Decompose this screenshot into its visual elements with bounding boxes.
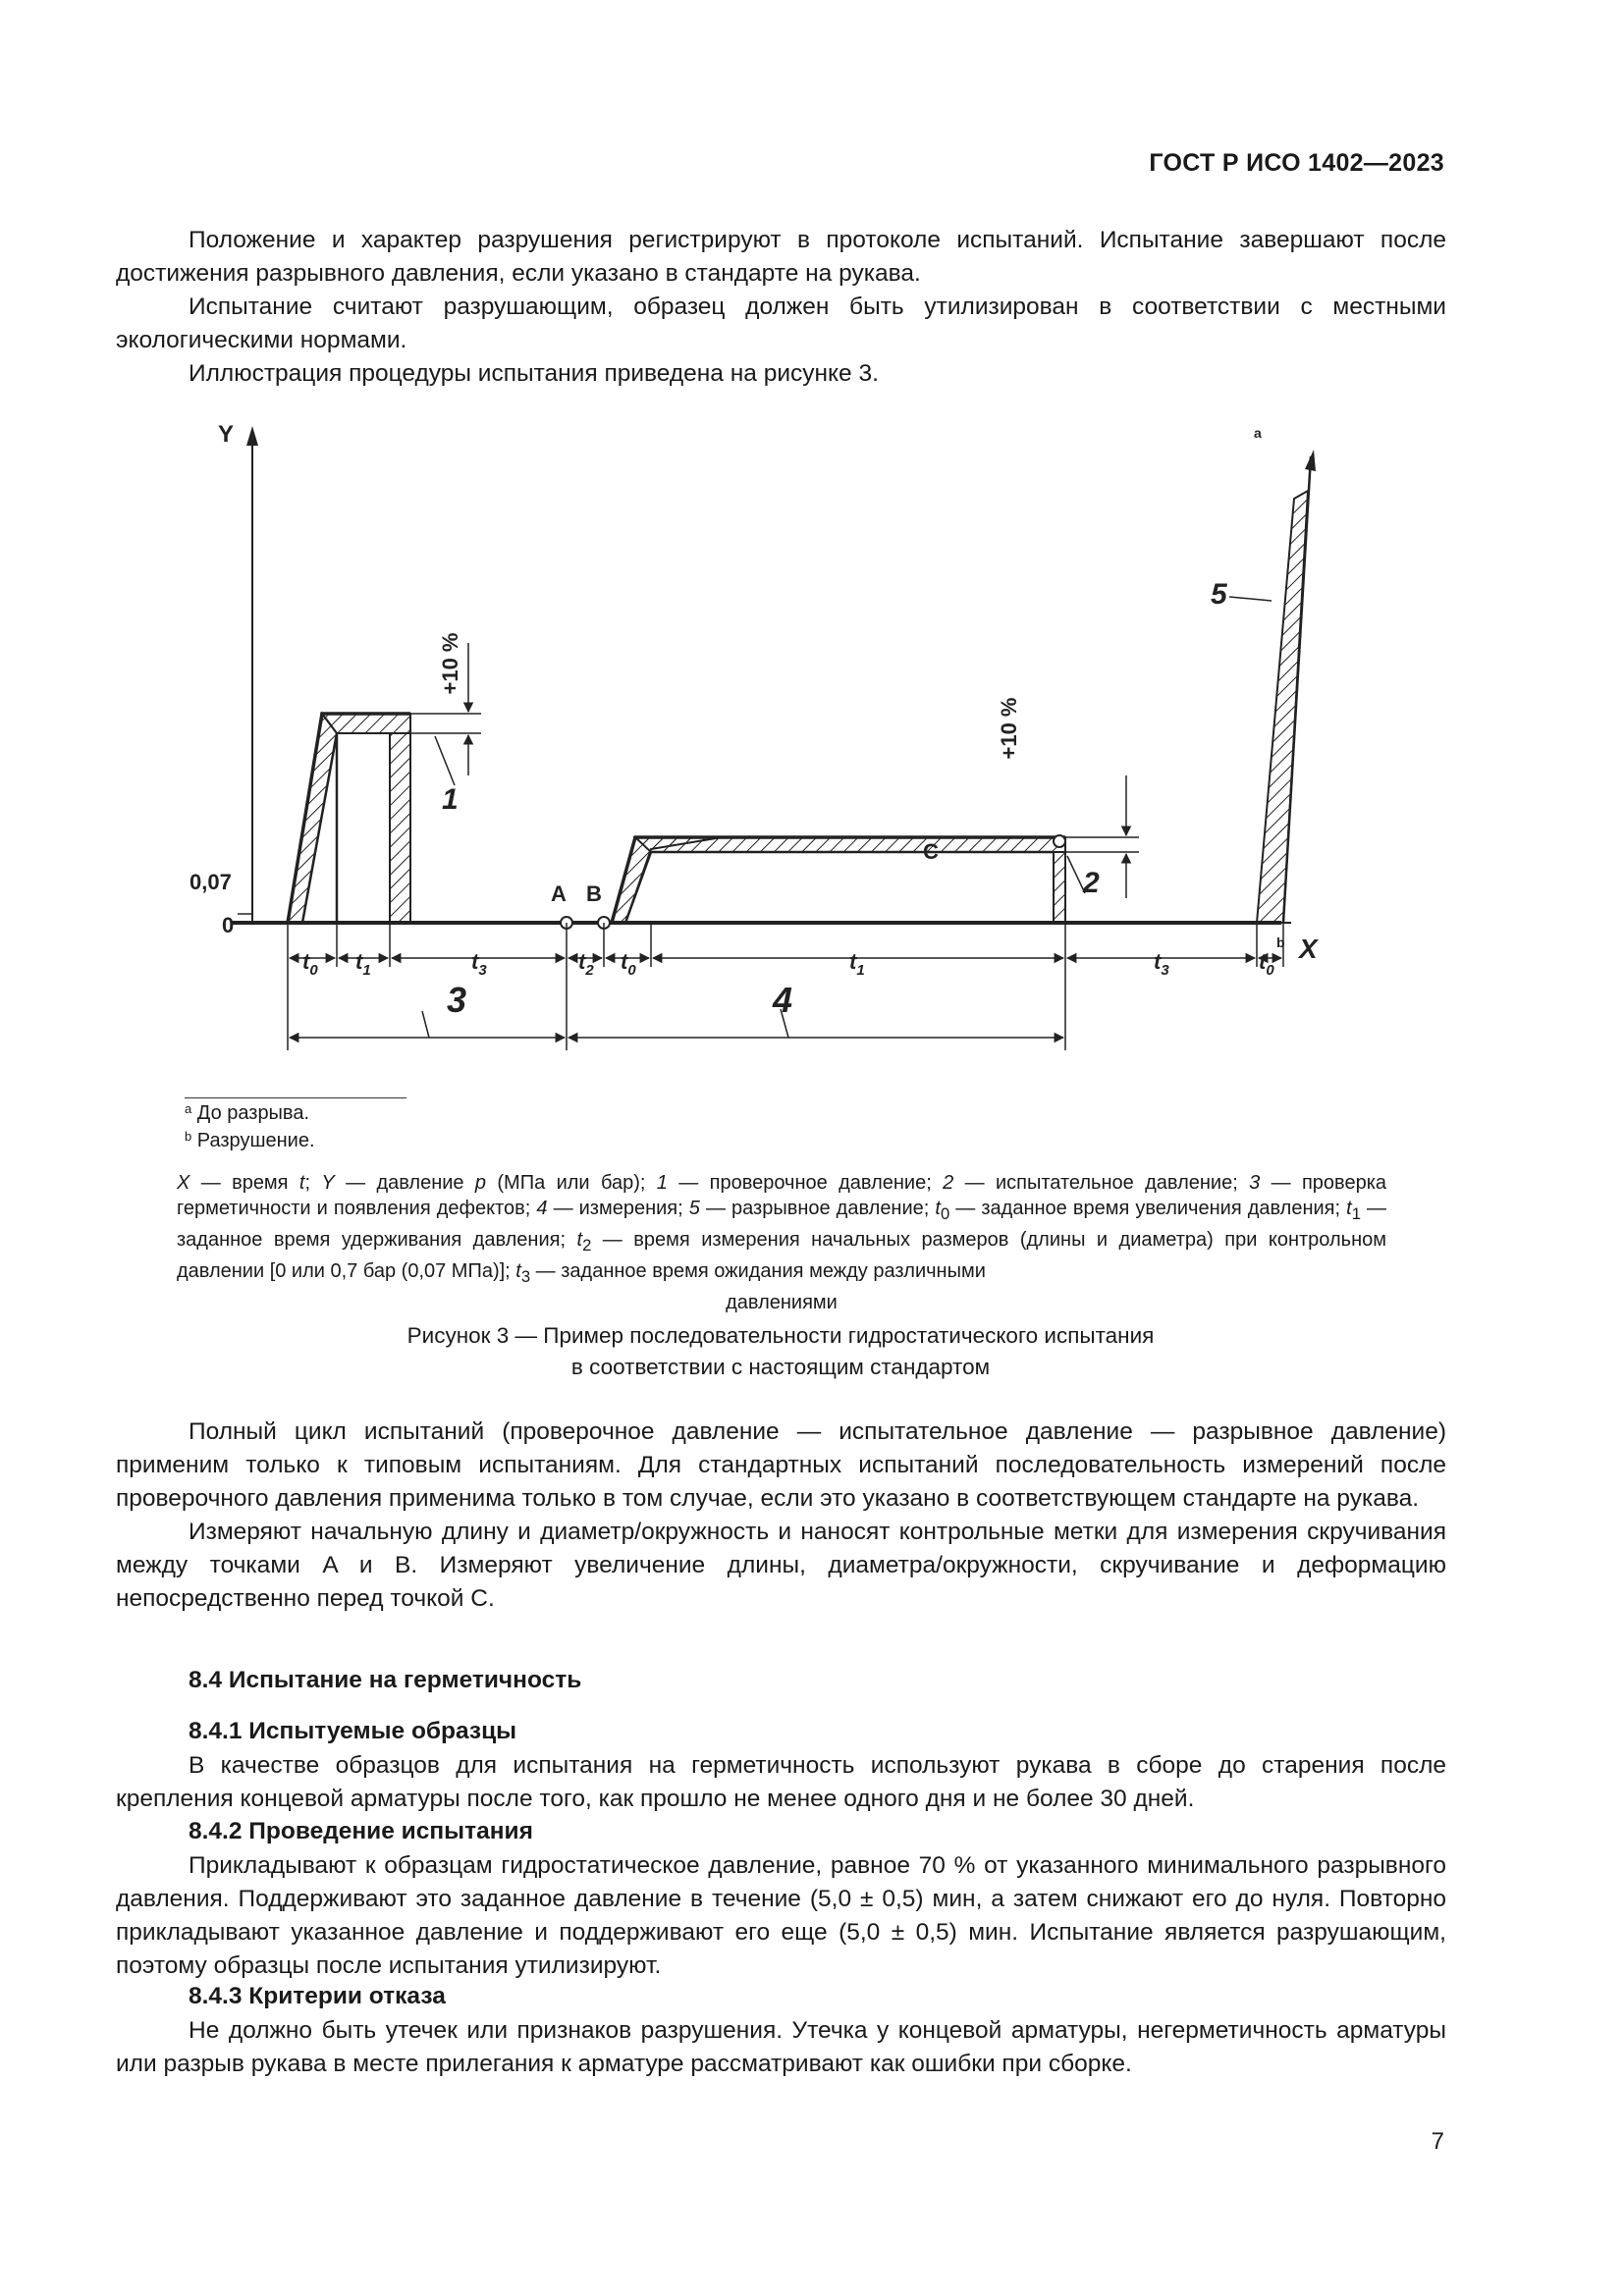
t3-label: $t_3$ — [1154, 949, 1169, 979]
footnote-a: $^a$ До разрыва. — [185, 1101, 310, 1124]
figure-legend: X — время t; Y — давление p (МПа или бар); 1 — проверочное давление; 2 — испытательное давление; 3 — проверка герметичности и появления дефектов; 4 — измерения; 5 — разрывное давление; $t_0$ — заданное время увеличения давления; $t_1$ — заданное время удерживания давления; $t_2$ — время измерения начальных размеров (длины и диаметра) при контрольном давлении [0 или 0,7 бар (0,07 МПа)]; $t_3$ — заданное время ожидания между различными давлениями — [177, 1172, 1387, 1313]
curve-2-label: 2 — [1083, 867, 1100, 899]
tolerance-label: +10 % — [997, 697, 1021, 760]
paragraph: Положение и характер разрушения регистрируют в протоколе испытаний. Испытание завершают после достижения разрывного давления, если указано в стандарте на рукава. — [116, 227, 1446, 287]
point-c-marker — [1054, 835, 1065, 847]
tolerance-label: +10 % — [438, 632, 462, 695]
section-8-4-2-heading: 8.4.2 Проведение испытания — [189, 1818, 533, 1844]
y-tick-label: 0 — [222, 913, 235, 937]
footnote-mark-a: a — [1254, 425, 1262, 441]
figure-caption: Рисунок 3 — Пример последовательности гидростатического испытания в соответствии с настоящим стандартом — [406, 1323, 1155, 1379]
curve-5-burst-pressure — [1229, 450, 1316, 923]
footnote-mark-b: b — [1276, 934, 1285, 950]
paragraph: Иллюстрация процедуры испытания приведена на рисунке 3. — [189, 360, 879, 387]
y-axis-label: Y — [218, 421, 235, 448]
paragraph: Испытание считают разрушающим, образец должен быть утилизирован в соответствии с местными экологическими нормами. — [116, 294, 1446, 353]
y-tick-label: 0,07 — [189, 870, 232, 894]
t1-label: $t_1$ — [849, 949, 865, 979]
point-a-label: A — [551, 881, 567, 906]
curve-1-proof-pressure — [288, 714, 410, 923]
section-8-4-2-text: Прикладывают к образцам гидростатическое давление, равное 70 % от указанного минимального разрывного давления. Поддерживают это заданное давление в течение (5,0 ± 0,5) мин, а затем снижают его до нуля. Повторно прикладывают указанное давление и поддерживают его еще (5,0 ± 0,5) мин. Испытание является разрушающим, поэтому образцы после испытания утилизируют. — [116, 1852, 1446, 1979]
paragraph: Полный цикл испытаний (проверочное давление — испытательное давление — разрывное давление) применим только к типовым испытаниям. Для стандартных испытаний последовательность измерений после проверочного давления применима только в том случае, если это указано в соответствующем стандарте на рукава. — [116, 1418, 1446, 1512]
bracket-3-label: 3 — [447, 980, 467, 1020]
footnote-b: $^b$ Разрушение. — [185, 1129, 315, 1151]
t2-label: $t_2$ — [578, 949, 594, 979]
intro-text — [116, 224, 1446, 391]
section-8-4-1-heading: 8.4.1 Испытуемые образцы — [189, 1718, 517, 1744]
section-8-4-heading: 8.4 Испытание на герметичность — [189, 1667, 582, 1693]
section-8-4-3-text: Не должно быть утечек или признаков разрушения. Утечка у концевой арматуры, негерметичность арматуры или разрыв рукава в месте прилегания к арматуре рассматривают как ошибки при сборке. — [116, 2017, 1446, 2077]
x-axis-label: X — [1299, 934, 1318, 964]
t1-label: $t_1$ — [355, 949, 371, 979]
page-number: 7 — [1431, 2128, 1444, 2155]
point-c-label: C — [923, 839, 939, 864]
curve-2-test-pressure — [612, 837, 1065, 923]
figure-3-diagram — [172, 412, 1330, 1080]
t0-label: $t_0$ — [1259, 949, 1274, 979]
t0-label: $t_0$ — [621, 949, 636, 979]
body-text — [116, 1415, 1446, 1616]
bracket-4-label: 4 — [773, 980, 793, 1020]
curve-1-label: 1 — [442, 783, 459, 816]
t0-label: $t_0$ — [302, 949, 318, 979]
curve-5-label: 5 — [1211, 578, 1227, 611]
point-b-label: B — [586, 881, 602, 906]
t3-label: $t_3$ — [471, 949, 487, 979]
section-8-4-1-text: В качестве образцов для испытания на герметичность используют рукава в сборе до старения после крепления концевой арматуры после того, как прошло не менее одного дня и не более 30 дней. — [116, 1752, 1446, 1812]
section-8-4-3-heading: 8.4.3 Критерии отказа — [189, 1983, 446, 2009]
paragraph: Измеряют начальную длину и диаметр/окружность и наносят контрольные метки для измерения скручивания между точками A и B. Измеряют увеличение длины, диаметра/окружности, скручивание и деформацию непосредственно перед точкой C. — [116, 1519, 1446, 1612]
document-code: ГОСТ Р ИСО 1402—2023 — [1149, 149, 1444, 177]
y-axis-arrow-icon — [246, 426, 258, 446]
tolerance-2 — [1065, 775, 1139, 898]
footnote-divider — [185, 1097, 406, 1098]
